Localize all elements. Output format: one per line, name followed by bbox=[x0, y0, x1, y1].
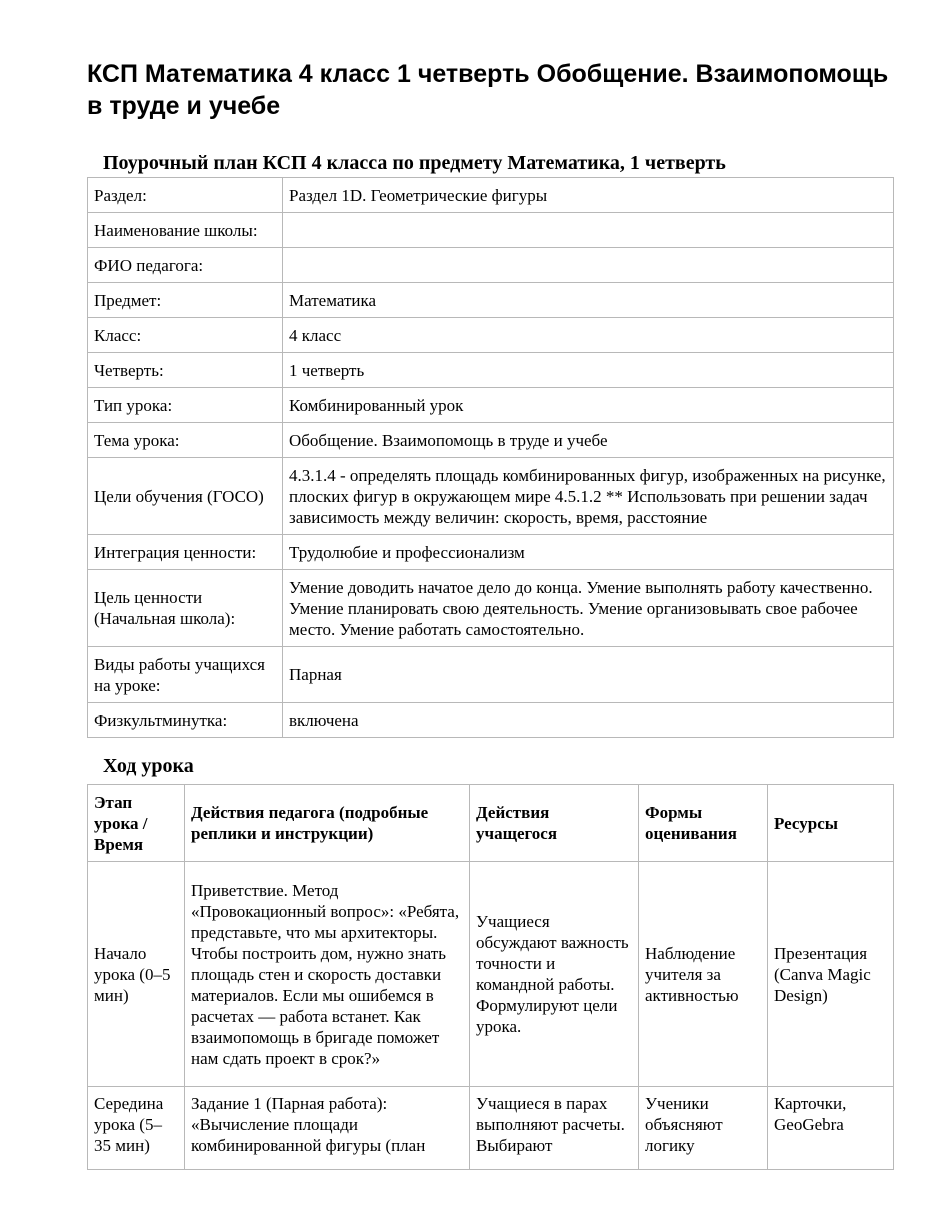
info-value: 4.3.1.4 - определять площадь комбинированных фигур, изображенных на рисунке, плоских фигур в окружающем мире 4.5.1.2 ** Использовать при решении задач зависимость между величин: скорость, время, расстояние bbox=[283, 458, 894, 535]
assessment-cell: Наблюдение учителя за активностью bbox=[639, 862, 768, 1087]
info-value: Раздел 1D. Геометрические фигуры bbox=[283, 178, 894, 213]
info-row-lesson-type bbox=[88, 388, 894, 423]
info-value: 4 класс bbox=[283, 318, 894, 353]
info-row-quarter bbox=[88, 353, 894, 388]
info-row-grade bbox=[88, 318, 894, 353]
info-row-subject bbox=[88, 283, 894, 318]
info-label: Интеграция ценности: bbox=[88, 535, 283, 570]
info-label: Физкультминутка: bbox=[88, 703, 283, 738]
info-label: Класс: bbox=[88, 318, 283, 353]
info-row-topic bbox=[88, 423, 894, 458]
lesson-progress-table bbox=[87, 784, 894, 1170]
info-value: Обобщение. Взаимопомощь в труде и учебе bbox=[283, 423, 894, 458]
info-value: 1 четверть bbox=[283, 353, 894, 388]
teacher-actions-cell: Задание 1 (Парная работа): «Вычисление площади комбинированной фигуры (план bbox=[185, 1087, 470, 1170]
info-label: Тема урока: bbox=[88, 423, 283, 458]
student-actions-cell: Учащиеся в парах выполняют расчеты. Выбирают bbox=[470, 1087, 639, 1170]
stage-cell: Середина урока (5–35 мин) bbox=[88, 1087, 185, 1170]
plan-heading: Поурочный план КСП 4 класса по предмету Математика, 1 четверть bbox=[103, 152, 726, 174]
header-student-actions: Действия учащегося bbox=[470, 785, 639, 862]
student-actions-cell: Учащиеся обсуждают важность точности и командной работы. Формулируют цели урока. bbox=[470, 862, 639, 1087]
header-stage: Этап урока / Время bbox=[88, 785, 185, 862]
header-teacher-actions: Действия педагога (подробные реплики и инструкции) bbox=[185, 785, 470, 862]
info-label: Виды работы учащихся на уроке: bbox=[88, 647, 283, 703]
info-label: ФИО педагога: bbox=[88, 248, 283, 283]
info-label: Тип урока: bbox=[88, 388, 283, 423]
info-label: Раздел: bbox=[88, 178, 283, 213]
info-row-work-types bbox=[88, 647, 894, 703]
info-value bbox=[283, 248, 894, 283]
info-label: Цель ценности (Начальная школа): bbox=[88, 570, 283, 647]
info-label: Четверть: bbox=[88, 353, 283, 388]
info-value: включена bbox=[283, 703, 894, 738]
header-assessment: Формы оценивания bbox=[639, 785, 768, 862]
header-resources: Ресурсы bbox=[768, 785, 894, 862]
table-row bbox=[88, 1087, 894, 1170]
resources-cell: Карточки, GeoGebra bbox=[768, 1087, 894, 1170]
info-row-section bbox=[88, 178, 894, 213]
info-value: Комбинированный урок bbox=[283, 388, 894, 423]
stage-cell: Начало урока (0–5 мин) bbox=[88, 862, 185, 1087]
info-row-value-integration bbox=[88, 535, 894, 570]
lesson-progress-heading: Ход урока bbox=[103, 755, 194, 777]
document-title: КСП Математика 4 класс 1 четверть Обобщение. Взаимопомощь в труде и учебе bbox=[87, 60, 889, 120]
assessment-cell: Ученики объясняют логику bbox=[639, 1087, 768, 1170]
info-row-physical-break bbox=[88, 703, 894, 738]
lesson-info-table bbox=[87, 177, 894, 738]
info-label: Цели обучения (ГОСО) bbox=[88, 458, 283, 535]
teacher-actions-cell: Приветствие. Метод «Провокационный вопрос»: «Ребята, представьте, что мы архитекторы. Чтобы построить дом, нужно знать площадь стен и скорость доставки материалов. Если мы ошибемся в расчетах — работа встанет. Как взаимопомощь в бригаде поможет нам сдать проект в срок?» bbox=[185, 862, 470, 1087]
table-row bbox=[88, 862, 894, 1087]
info-value: Трудолюбие и профессионализм bbox=[283, 535, 894, 570]
info-value: Парная bbox=[283, 647, 894, 703]
resources-cell: Презентация (Canva Magic Design) bbox=[768, 862, 894, 1087]
document-page bbox=[87, 58, 893, 1170]
info-row-school bbox=[88, 213, 894, 248]
info-row-teacher bbox=[88, 248, 894, 283]
info-label: Предмет: bbox=[88, 283, 283, 318]
info-value bbox=[283, 213, 894, 248]
info-row-value-goal bbox=[88, 570, 894, 647]
info-value: Математика bbox=[283, 283, 894, 318]
info-label: Наименование школы: bbox=[88, 213, 283, 248]
info-row-learning-goals bbox=[88, 458, 894, 535]
info-value: Умение доводить начатое дело до конца. Умение выполнять работу качественно. Умение планировать свою деятельность. Умение организовывать свое рабочее место. Умение работать самостоятельно. bbox=[283, 570, 894, 647]
lesson-table-header bbox=[88, 785, 894, 862]
